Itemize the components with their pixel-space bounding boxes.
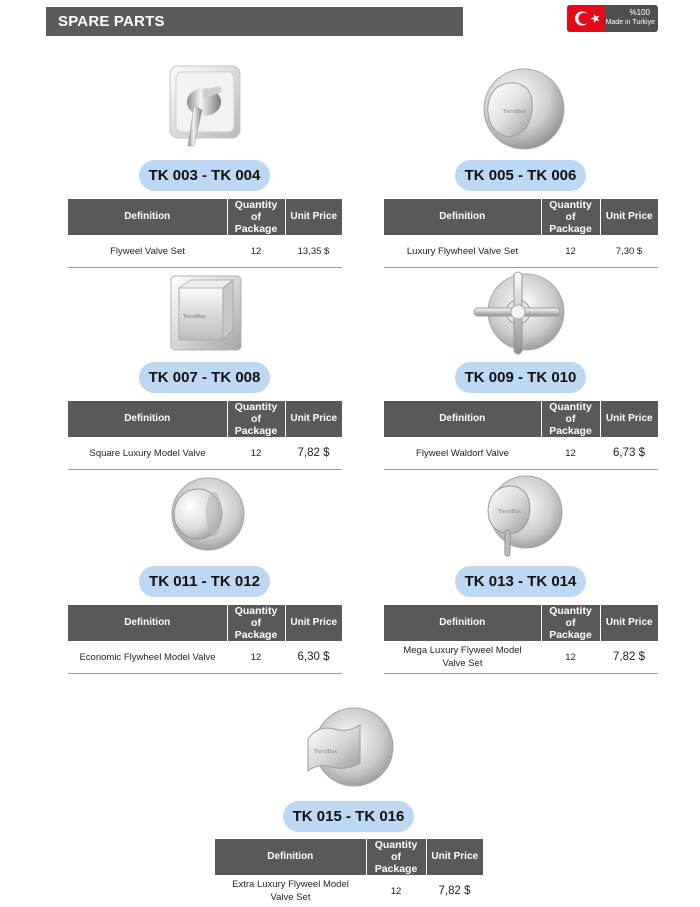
unit-price-header: Unit Price — [600, 199, 658, 235]
made-in-turkey-badge — [567, 5, 658, 32]
quantity-header: Quantity of Package — [227, 605, 285, 641]
product-spec-table — [384, 605, 658, 674]
product-spec-table — [68, 605, 342, 674]
table-row — [384, 437, 658, 470]
price-cell: 7,30 $ — [600, 235, 658, 268]
table-row — [68, 235, 342, 268]
product-spec-table — [215, 839, 483, 907]
product-spec-table — [68, 401, 342, 470]
definition-header: Definition — [384, 605, 541, 641]
page-title: SPARE PARTS — [46, 7, 463, 36]
svg-text:TrendBox: TrendBox — [314, 749, 337, 755]
definition-header: Definition — [68, 199, 227, 235]
round-knob-valve-image — [160, 476, 250, 556]
product-code-badge: TK 005 - TK 006 — [455, 160, 586, 191]
definition-header: Definition — [68, 401, 227, 437]
quantity-header: Quantity of Package — [541, 605, 600, 641]
quantity-header: Quantity of Package — [541, 401, 600, 437]
wave-knob-valve-image — [300, 705, 396, 789]
svg-text:TrendBox: TrendBox — [183, 314, 206, 320]
definition-cell: Flyweel Waldorf Valve — [384, 437, 541, 470]
quantity-cell: 12 — [227, 235, 285, 268]
unit-price-header: Unit Price — [285, 605, 342, 641]
price-cell: 6,73 $ — [600, 437, 658, 470]
quantity-cell: 12 — [227, 437, 285, 470]
definition-header: Definition — [384, 199, 541, 235]
quantity-cell: 12 — [390, 885, 402, 897]
product-spec-table — [384, 199, 658, 268]
product-code-badge: TK 003 - TK 004 — [139, 160, 270, 191]
product-spec-table — [68, 199, 342, 268]
price-cell: 7,82 $ — [285, 437, 342, 470]
table-row — [384, 641, 658, 674]
quantity-header: Quantity of Package — [541, 199, 600, 235]
quantity-cell: 12 — [541, 437, 600, 470]
definition-header: Definition — [68, 605, 227, 641]
product-code-badge: TK 011 - TK 012 — [139, 566, 270, 597]
definition-cell: Square Luxury Model Valve — [68, 437, 227, 470]
definition-header: Definition — [215, 839, 366, 875]
unit-price-header: Unit Price — [426, 839, 483, 875]
price-cell: 7,82 $ — [438, 884, 471, 897]
unit-price-header: Unit Price — [285, 401, 342, 437]
turkey-flag-icon — [567, 5, 605, 32]
quantity-cell: 12 — [227, 641, 285, 674]
quantity-header: Quantity of Package — [366, 839, 426, 875]
definition-cell: Extra Luxury Flyweel Model Valve Set — [232, 879, 349, 903]
product-code-badge: TK 009 - TK 010 — [455, 362, 586, 393]
quantity-header: Quantity of Package — [227, 199, 285, 235]
quantity-cell: 12 — [541, 235, 600, 268]
definition-cell: Mega Luxury Flyweel Model Valve Set — [384, 641, 541, 674]
product-code-badge: TK 015 - TK 016 — [283, 801, 414, 832]
definition-cell: Luxury Flywheel Valve Set — [384, 235, 541, 268]
quantity-cell: 12 — [541, 641, 600, 674]
badge-percent: %100 — [629, 8, 650, 17]
knob-lever-valve-image — [476, 474, 566, 558]
definition-cell: Flyweel Valve Set — [68, 235, 227, 268]
unit-price-header: Unit Price — [600, 401, 658, 437]
quantity-header: Quantity of Package — [227, 401, 285, 437]
svg-text:TrendBox: TrendBox — [503, 109, 526, 115]
svg-text:TrendBox: TrendBox — [498, 509, 521, 515]
price-cell: 6,30 $ — [285, 641, 342, 674]
unit-price-header: Unit Price — [600, 605, 658, 641]
product-code-badge: TK 013 - TK 014 — [455, 566, 586, 597]
table-row — [384, 235, 658, 268]
square-plate-lever-valve-image — [164, 62, 246, 152]
price-cell: 7,82 $ — [600, 641, 658, 674]
table-row — [68, 641, 342, 674]
cross-handle-valve-image — [470, 270, 570, 356]
square-luxury-valve-image — [165, 272, 245, 356]
badge-made-in: Made in Turkiye — [605, 19, 655, 26]
table-row — [68, 437, 342, 470]
product-code-badge: TK 007 - TK 008 — [139, 362, 270, 393]
table-row — [215, 875, 483, 907]
definition-cell: Economic Flywheel Model Valve — [68, 641, 227, 674]
round-flywheel-valve-image — [470, 65, 570, 153]
product-spec-table — [384, 401, 658, 470]
definition-header: Definition — [384, 401, 541, 437]
unit-price-header: Unit Price — [285, 199, 342, 235]
price-cell: 13,35 $ — [285, 235, 342, 268]
